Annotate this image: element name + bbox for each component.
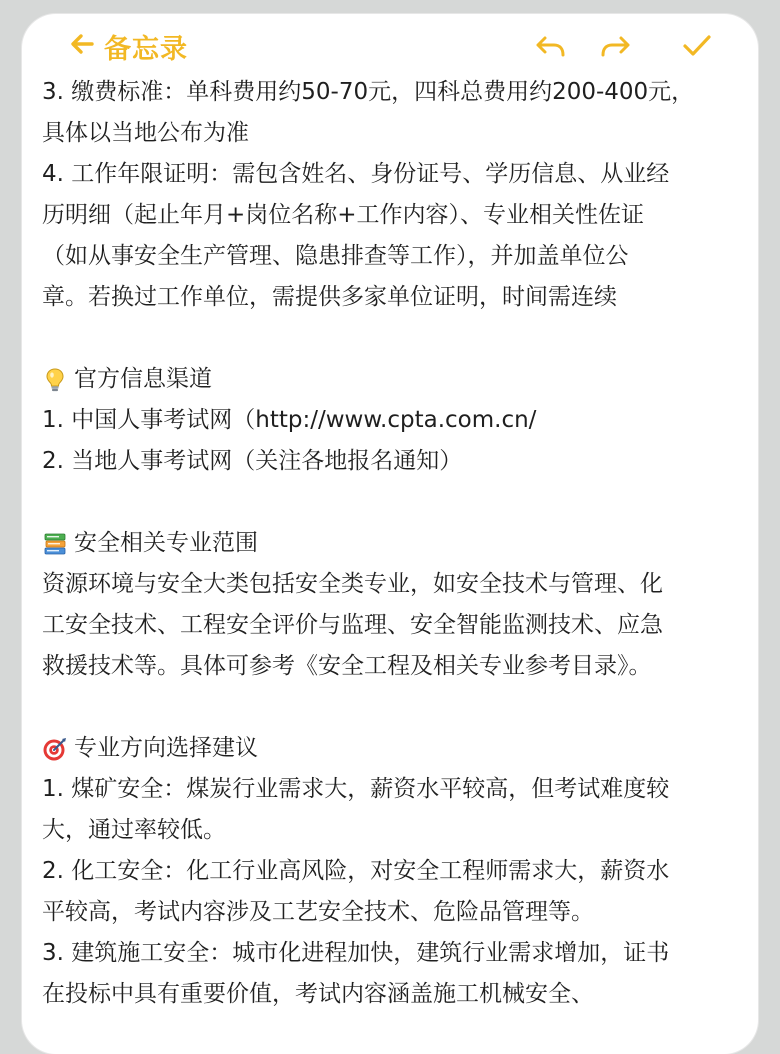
channels-section [42,359,742,482]
note-body[interactable] [42,72,742,1015]
section-title: 安全相关专业范围 [74,530,258,556]
undo-button[interactable] [532,28,570,64]
text-line: 章。若换过工作单位，需提供多家单位证明，时间需连续 [42,284,617,310]
text-line: 3. 缴费标准：单科费用约50-70元，四科总费用约200-400元， [42,79,695,105]
text-line: 平较高，考试内容涉及工艺安全技术、危险品管理等。 [42,899,594,925]
section-heading [42,523,742,564]
back-arrow-icon [66,28,98,64]
redo-icon [596,49,634,68]
section-title: 专业方向选择建议 [74,735,258,761]
text-line: 1. 煤矿安全：煤炭行业需求大，薪资水平较高，但考试难度较 [42,776,670,802]
text-line: （如从事安全生产管理、隐患排查等工作），并加盖单位公 [42,243,629,269]
text-line: 2. 化工安全：化工行业高风险，对安全工程师需求大，薪资水 [42,858,670,884]
back-button[interactable] [66,28,188,64]
text-line: 救援技术等。具体可参考《安全工程及相关专业参考目录》。 [42,653,652,679]
text-line: 1. 中国人事考试网（http://www.cpta.com.cn/ [42,407,537,433]
lightbulb-icon [42,367,68,393]
checkmark-icon [678,49,716,68]
text-line: 工安全技术、工程安全评价与监理、安全智能监测技术、应急 [42,612,663,638]
text-line: 2. 当地人事考试网（关注各地报名通知） [42,448,463,474]
text-line: 具体以当地公布为准 [42,120,249,146]
section-heading [42,359,742,400]
undo-icon [532,49,570,68]
note-card [22,14,758,1054]
back-label: 备忘录 [104,33,188,65]
fee-section [42,72,742,318]
text-line: 资源环境与安全大类包括安全类专业，如安全技术与管理、化 [42,571,663,597]
target-icon [42,736,68,762]
advice-section [42,728,742,1015]
text-line: 3. 建筑施工安全：城市化进程加快，建筑行业需求增加，证书 [42,940,670,966]
books-icon [42,531,68,557]
text-line: 历明细（起止年月+岗位名称+工作内容）、专业相关性佐证 [42,202,645,228]
done-button[interactable] [678,28,716,64]
text-line: 大，通过率较低。 [42,817,226,843]
redo-button[interactable] [596,28,634,64]
nav-bar [22,14,758,76]
section-heading [42,728,742,769]
section-title: 官方信息渠道 [74,366,212,392]
text-line: 4. 工作年限证明：需包含姓名、身份证号、学历信息、从业经 [42,161,670,187]
scope-section [42,523,742,687]
text-line: 在投标中具有重要价值，考试内容涵盖施工机械安全、 [42,981,594,1007]
